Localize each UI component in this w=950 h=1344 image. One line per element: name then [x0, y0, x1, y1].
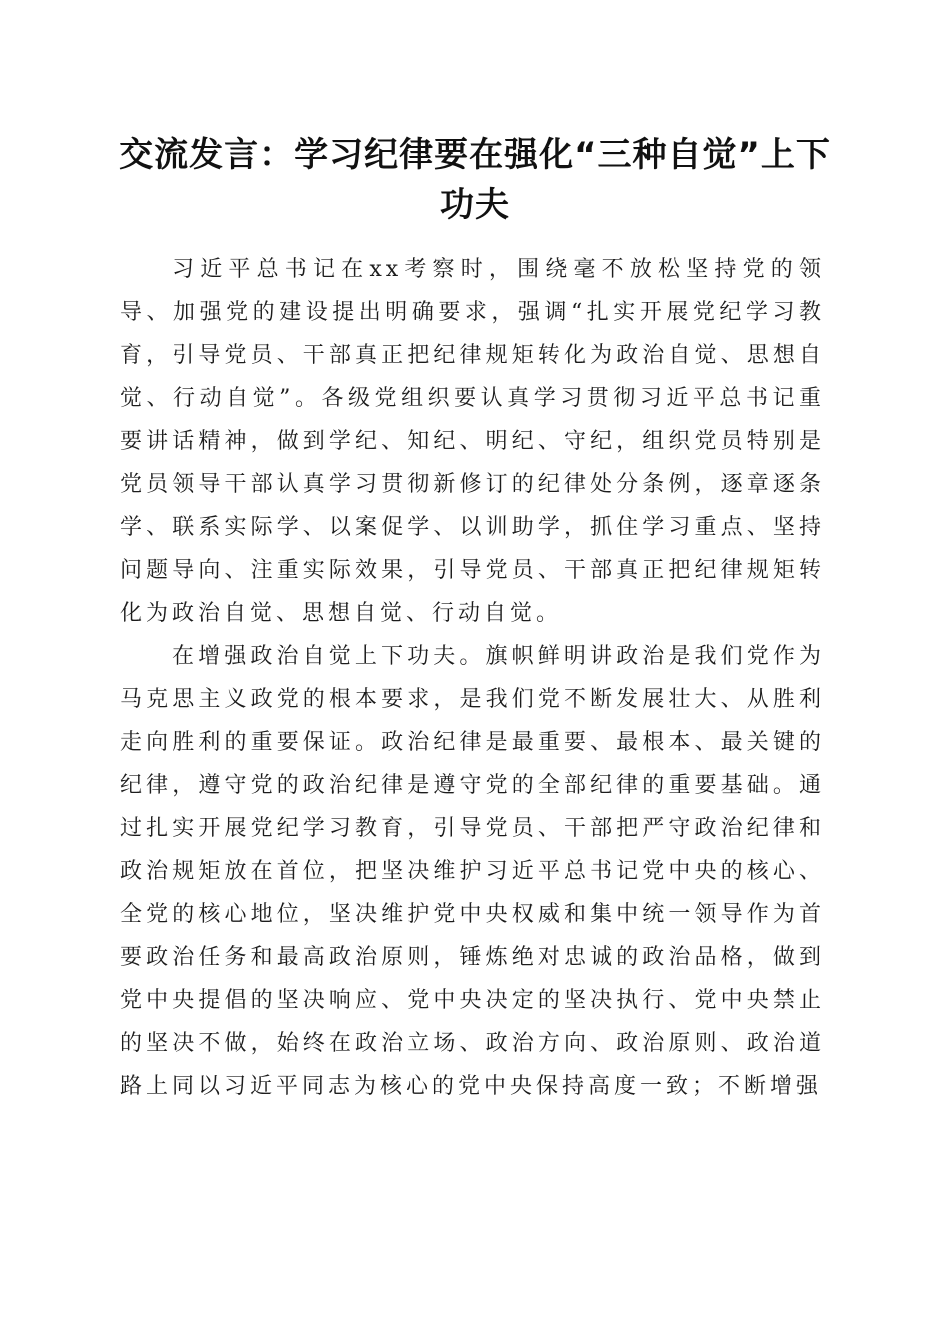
paragraph-political-awareness: 在增强政治自觉上下功夫。旗帜鲜明讲政治是我们党作为马克思主义政党的根本要求，是我们党不断发展壮大、从胜利走向胜利的重要保证。政治纪律是最重要、最根本、最关键的纪律，遵守党的政治纪律是遵守党的全部纪律的重要基础。通过扎实开展党纪学习教育，引导党员、干部把严守政治纪律和政治规矩放在首位，把坚决维护习近平总书记党中央的核心、全党的核心地位，坚决维护党中央权威和集中统一领导作为首要政治任务和最高政治原则，锤炼绝对忠诚的政治品格，做到党中央提倡的坚决响应、党中央决定的坚决执行、党中央禁止的坚决不做，始终在政治立场、政治方向、政治原则、政治道路上同以习近平同志为核心的党中央保持高度一致；不断增强 — [120, 644, 825, 1099]
document-body — [120, 248, 825, 1328]
document-title: 交流发言：学习纪律要在强化“三种自觉”上下功夫 — [119, 135, 831, 225]
paragraph-intro: 习近平总书记在xx考察时，围绕毫不放松坚持党的领导、加强党的建设提出明确要求，强调“扎实开展党纪学习教育，引导党员、干部真正把纪律规矩转化为政治自觉、思想自觉、行动自觉”。各级党组织要认真学习贯彻习近平总书记重要讲话精神，做到学纪、知纪、明纪、守纪，组织党员特别是党员领导干部认真学习贯彻新修订的纪律处分条例，逐章逐条学、联系实际学、以案促学、以训助学，抓住学习重点、坚持问题导向、注重实际效果，引导党员、干部真正把纪律规矩转化为政治自觉、思想自觉、行动自觉。 — [120, 257, 825, 626]
